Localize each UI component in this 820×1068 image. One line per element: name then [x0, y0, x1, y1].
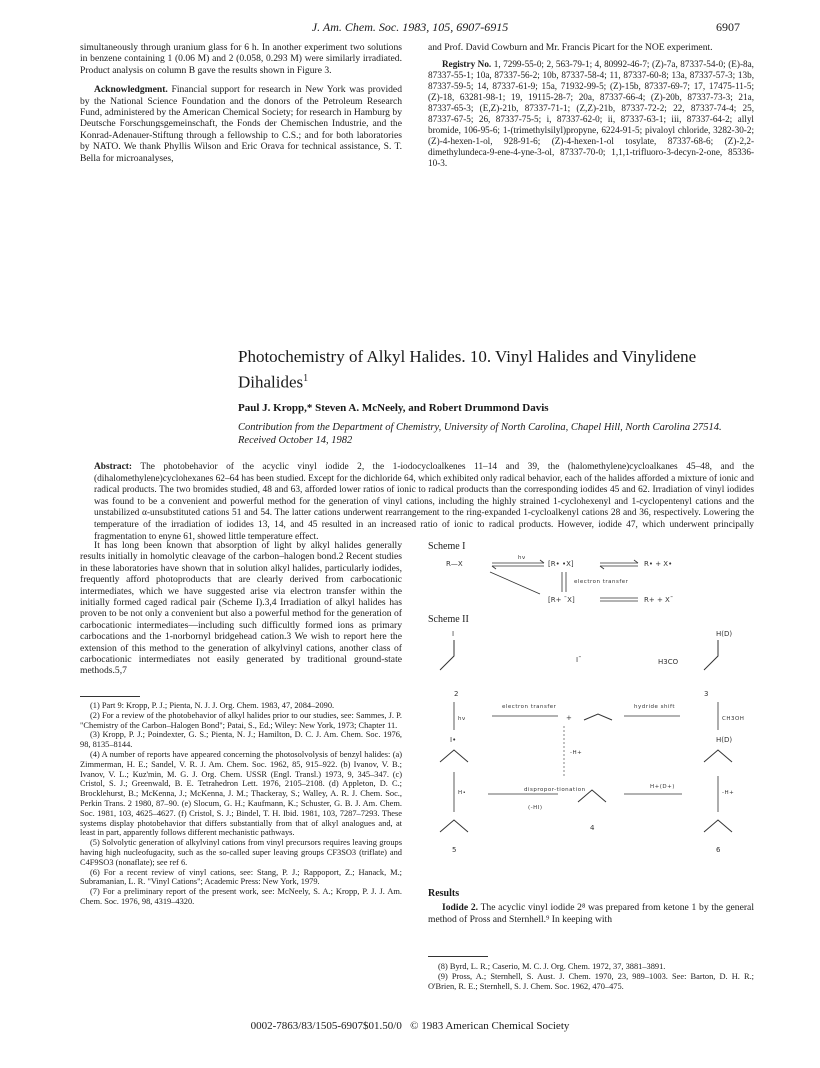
- registry-heading: Registry No.: [442, 59, 492, 70]
- scheme2-compound-6: 6: [716, 846, 721, 854]
- scheme2-hydride-shift: hydride shift: [634, 704, 676, 710]
- prev-article-right-column: [428, 42, 754, 169]
- scheme2-methoxy: H3CO: [658, 658, 679, 666]
- results-lead: Iodide 2.: [442, 902, 479, 914]
- scheme2-hd-top: H(D): [716, 630, 733, 638]
- footnote-8: (8) Byrd, L. R.; Caserio, M. C. J. Org. Chem. 1972, 37, 3881–3891.: [438, 962, 666, 971]
- results-text: The acyclic vinyl iodide 2⁸ was prepared from ketone 1 by the general method of Pross and Sternhell.⁹ In keeping with: [428, 902, 754, 925]
- acknowledgment-continued: and Prof. David Cowburn and Mr. Francis Picart for the NOE experiment.: [428, 42, 713, 53]
- page-footer: [0, 1020, 820, 1032]
- scheme2-methanol: CH3OH: [722, 716, 745, 722]
- scheme2-compound-3: 3: [704, 690, 709, 698]
- scheme2-iodine-radical: I•: [450, 736, 457, 744]
- results-heading: Results: [428, 888, 460, 899]
- footnote-9: (9) Pross, A.; Sternhell, S. Aust. J. Chem. 1970, 23, 989–1003. See: Barton, D. H. R.; O'Brien, R. E.; Sternhell, S. J. Chem. Soc. 1962, 470–475.: [428, 971, 754, 991]
- scheme1-ion-pair: [R+ ¯X]: [548, 596, 575, 604]
- results-section: [428, 888, 754, 925]
- acknowledgment-paragraph: [80, 84, 402, 164]
- footnotes-left: [80, 701, 402, 907]
- footnote-5: (5) Solvolytic generation of alkylvinyl cations from vinyl precursors requires leaving groups having high nucleofugacity, such as the so-called super leaving groups CF3SO3 (triflate) and C4F9SO3 (nonaflate); see ref 6.: [80, 838, 402, 867]
- footnote-4: (4) A number of reports have appeared concerning the photosolvolysis of benzyl halides: (a) Zimmerman, H. E.; Sandel, V. R. J. Am. Chem. Soc. 1962, 85, 915–922. (b) Ivanov, V. B.; Ivanov, V. L.; Kuz'min, M. G. J. Org. Chem. USSR (Engl. Transl.) 1973, 9, 345–347. (c) Cristol, S. J.; Greenwald, B. E. Tetrahedron Lett. 1976, 2105–2108. (d) Appleton, D. C.; Brocklehurst, B.; McKenna, J.; McKenna, J. M.; Thackeray, S.; Walley, A. R. J. Chem. Soc., Perkin Trans. 2 1980, 87–90. (e) Slocum, G. H.; Kaufmann, K.; Schuster, G. B. J. Am. Chem. Soc. 1981, 103, 4625–4627. (f) Cristol, S. J.; Bindel, T. H. Ibid. 1981, 103, 7287–7293. These systems display photobehavior that differs substantially from that of alkyl analogues and, at least in part, apparently follows different mechanistic pathways.: [80, 749, 402, 838]
- footnote-rule-right: [428, 956, 488, 957]
- prev-article-left-column: [80, 42, 402, 164]
- footnote-2: (2) For a review of the photobehavior of alkyl halides prior to our studies, see: Sammes, J. P. "Chemistry of the Carbon–Halogen Bond"; Patai, S., Ed.; Wiley: New York, 1973; Chapter 11.: [80, 710, 402, 730]
- scheme1-radical-pair: [R• •X]: [548, 560, 574, 568]
- scheme-2-diagram: [428, 626, 758, 856]
- scheme1-hv: hν: [518, 555, 526, 561]
- scheme-2-label: Scheme II: [428, 614, 469, 625]
- scheme2-compound-5: 5: [452, 846, 457, 854]
- scheme2-hv: hν: [458, 716, 466, 722]
- registry-text: 1, 7299-55-0; 2, 563-79-1; 4, 80992-46-7; (Z)-7a, 87337-54-0; (E)-8a, 87337-55-1; 10a, 87337-56-2; 10b, 87337-58-4; 11, 87337-60-8; 13a, 87337-57-3; 13b, 87337-59-5; 14, 87337-61-9; 15a, 71932-99-5; (Z)-15b, 87337-69-7; 17, 17475-11-5; (Z)-18, 63281-98-1; 19, 19115-28-7; 20a, 87337-66-4; (Z)-20b, 87337-73-3; 21a, 87337-65-3; (E,Z)-21b, 87337-71-1; (Z,Z)-21b, 87337-72-2; 22, 87337-74-4; 25, 87337-67-5; 26, 87337-75-5; i, 87337-62-0; ii, 87337-63-1; iii, 87337-64-2; allyl bromide, 106-95-6; 1-(trimethylsilyl)propyne, 6224-91-5; pivaloyl chloride, 3282-30-2; (Z)-4-hexen-1-ol, 928-91-6; (Z)-4-hexen-1-ol tosylate, 87337-68-6; (Z)-2,2-dimethylundeca-9-ene-4-yne-3-ol, 87337-70-0; 1,1,1-trifluoro-3-decyn-2-one, 85336-10-3.: [428, 59, 754, 169]
- scheme2-electron-transfer: electron transfer: [502, 704, 557, 710]
- scheme-1-diagram: [440, 552, 760, 608]
- introduction: [80, 540, 402, 677]
- scheme2-hd-mid: H(D): [716, 736, 733, 744]
- article-authors: Paul J. Kropp,* Steven A. McNeely, and Robert Drummond Davis: [238, 402, 549, 414]
- scheme2-iodine-top: I: [452, 630, 455, 638]
- scheme2-compound-4: 4: [590, 824, 595, 832]
- page-number: 6907: [716, 20, 740, 34]
- scheme1-ions: R+ + X¯: [644, 596, 674, 604]
- registry-paragraph: [428, 59, 754, 169]
- scheme2-minus-hi: (-HI): [528, 805, 543, 811]
- footnotes-right: [428, 962, 754, 991]
- scheme2-minus-h: -H+: [570, 750, 583, 756]
- abstract-text: The photobehavior of the acyclic vinyl iodide 2, the 1-iodocycloalkenes 11–14 and 39, the (halomethylene)cycloalkanes 45–48, and the (dihalomethylene)cyclohexanes 62–64 has been studied. Except for the dichloride 64, which exhibited only radical behavior, each of the halides afforded a mixture of ionic and radical products. The two bromides studied, 48 and 63, afforded lower ratios of ionic to radical products than the corresponding iodides 45 and 62. Irradiation of vinyl iodides was found to be a convenient and powerful method for the generation of vinyl cations, including the highly strained 1-cyclohexenyl and 1-cyclopentenyl cations and the unstabilized α-unsubstituted cations 51 and 54. The latter cations underwent rearrangement to the ring-expanded 1-cycloalkenyl cations 28 and 36, respectively. Lowering the temperature of the irradiation of iodides 13, 14, and 45 resulted in an increased ratio of ionic to radical products. However, iodide 47, which underwent principally fragmentation to enyne 61, showed little temperature effect.: [94, 462, 754, 542]
- results-paragraph: [428, 902, 754, 925]
- journal-header: J. Am. Chem. Soc. 1983, 105, 6907-6915: [311, 20, 509, 34]
- article-affiliation: Contribution from the Department of Chemistry, University of North Carolina, Chapel Hill, North Carolina 27514. Received October 14, 1982: [238, 422, 722, 446]
- footer-copyright: © 1983 American Chemical Society: [410, 1020, 570, 1032]
- abstract: [94, 462, 754, 543]
- footnote-1: (1) Part 9: Kropp, P. J.; Pienta, N. J. J. Org. Chem. 1983, 47, 2084–2090.: [90, 701, 335, 710]
- scheme-1-label: Scheme I: [428, 541, 466, 552]
- article-title-text: Photochemistry of Alkyl Halides. 10. Vinyl Halides and Vinylidene Dihalides: [238, 347, 697, 392]
- footnote-3: (3) Kropp, P. J.; Poindexter, G. S.; Pienta, N. J.; Hamilton, D. C. J. Am. Chem. Soc. 1976, 98, 8135–8144.: [80, 730, 402, 750]
- scheme1-rx: R—X: [446, 560, 463, 568]
- footnote-7: (7) For a preliminary report of the present work, see: McNeely, S. A.; Kropp, P. J. J. Am. Chem. Soc. 1976, 98, 4319–4320.: [80, 887, 402, 906]
- title-footnote-mark: 1: [303, 373, 309, 384]
- acknowledgment-heading: Acknowledgment.: [94, 84, 168, 96]
- intro-paragraph: It has long been known that absorption of light by alkyl halides generally results initially in homolytic cleavage of the carbon–halogen bond.2 Recent studies in these laboratories have shown that in solution alkyl halides, particularly iodides, frequently afford photoproducts that are clearly derived from carbocationic intermediates, which we have suggested arise via electron transfer within the initially formed caged radical pair (Scheme I).3,4 Irradiation of alkyl halides has proven to be not only a convenient but also a powerful method for the generation of carbocationic intermediates—including such difficultly formed ions as primary carbocations and the 1-norbornyl bridgehead cation.3 We wish to report here the extension of this method to the generation of alkylvinyl cations, another class of carbocationic intermediates not easily generated by traditional ground-state methods.5,7: [80, 540, 402, 677]
- scheme2-minus-h-2: -H+: [722, 790, 735, 796]
- footnote-rule: [80, 696, 140, 697]
- abstract-label: Abstract:: [94, 462, 133, 472]
- acknowledgment-text: Financial support for research in New York was provided by the National Science Foundation and the donors of the Petroleum Research Fund, administered by the American Chemical Society; for research in Hamburg by Deutsche Forschungsgemeinschaft, the Fonds der Chemischen Industrie, and the Konrad-Adenauer-Stiftung through a fellowship to C.S.; and for both laboratories by NATO. We thank Phyllis Wilson and Eric Orava for technical assistance, S. T. Bella for microanalyses,: [80, 84, 402, 164]
- scheme2-plus-sign: +: [566, 714, 572, 722]
- footer-code: 0002-7863/83/1505-6907$01.50/0: [250, 1020, 402, 1032]
- scheme2-iodide: I¯: [576, 656, 582, 664]
- scheme2-proton-deuteron: H+(D+): [650, 784, 675, 790]
- scheme2-h-radical: H•: [458, 790, 467, 796]
- footnote-6: (6) For a recent review of vinyl cations, see: Stang, P. J.; Rappoport, Z.; Hanack, M.; Subramanian, L. R. "Vinyl Cations"; Academic Press: New York, 1979.: [80, 867, 402, 887]
- scheme1-radicals: R• + X•: [644, 560, 673, 568]
- scheme2-compound-2: 2: [454, 690, 459, 698]
- scheme1-electron-transfer: electron transfer: [574, 579, 629, 585]
- scheme2-disproportionation: dispropor-tionation: [524, 787, 586, 793]
- prev-experimental-paragraph: simultaneously through uranium glass for 6 h. In another experiment two solutions in benzene containing 1 (0.06 M) and 2 (0.058, 0.293 M) were similarly irradiated. Product analysis on column B gave the results shown in Figure 3.: [80, 42, 402, 76]
- article-title: [238, 346, 758, 394]
